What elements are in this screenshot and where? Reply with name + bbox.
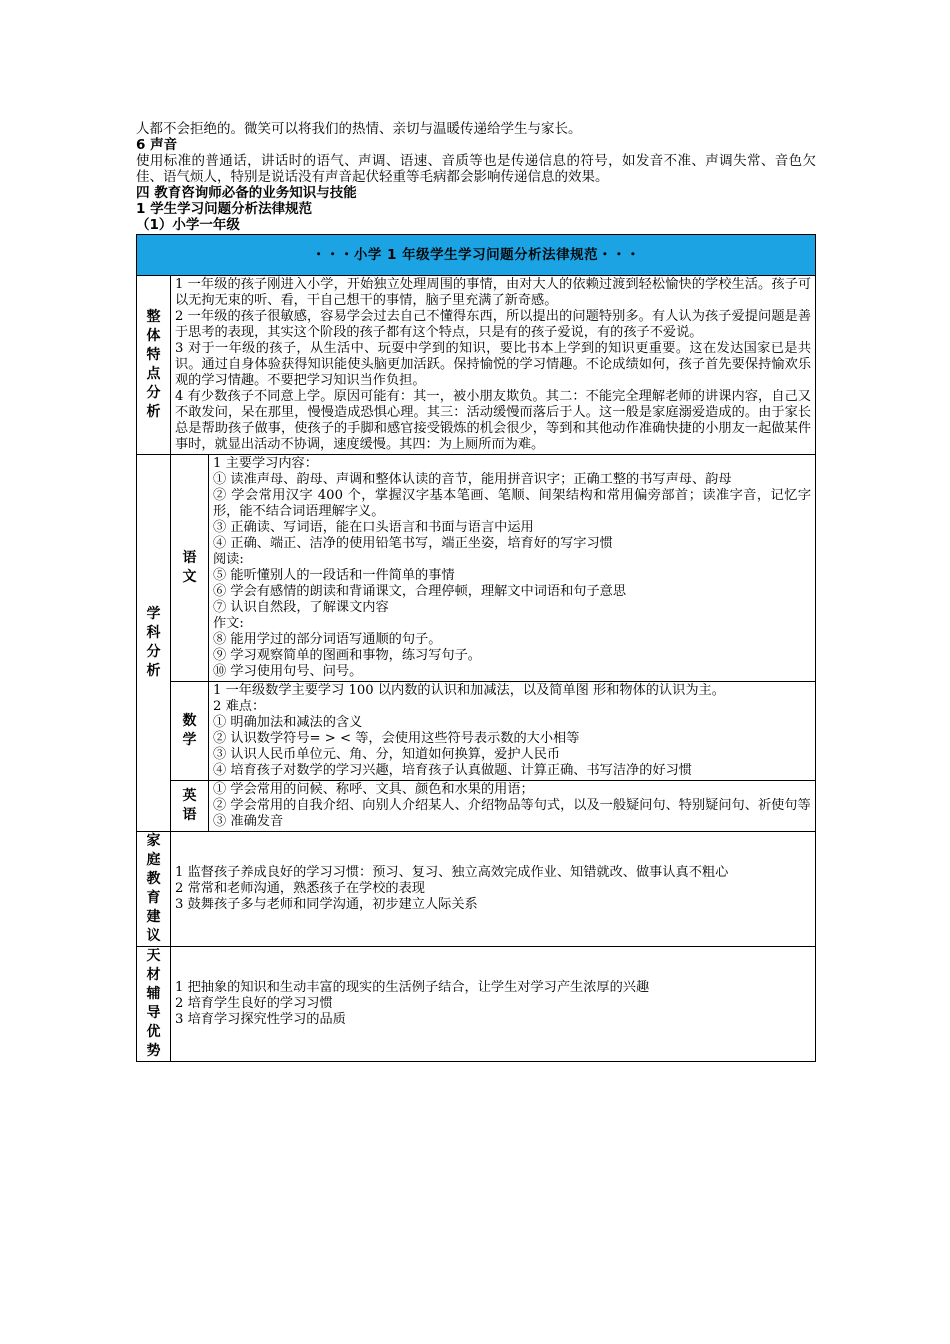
chinese-line: ④ 正确、端正、洁净的使用铅笔书写，端正坐姿，培育好的写字习惯 [213,536,613,551]
math-line: ① 明确加法和减法的含义 [213,715,363,730]
chinese-line: 作文: [213,616,244,631]
chinese-line: ⑨ 学习观察简单的图画和事物，练习写句子。 [213,648,481,663]
section-heading: 四 教育咨询师必备的业务知识与技能 [136,185,357,201]
math-line: ② 认识数学符号= > < 等，会使用这些符号表示数的大小相等 [213,731,580,746]
chinese-line: ② 学会常用汉字 400 个，掌握汉字基本笔画、笔顺、间架结构和常用偏旁部首；读准字音，记忆字形，能不结合词语理解字义。 [213,488,812,519]
document-page [136,121,816,1062]
family-line: 1 监督孩子养成良好的学习习惯：预习、复习、独立高效完成作业、知错就改、做事认真不粗心 [175,865,729,880]
english-line: ② 学会常用的自我介绍、向别人介绍某人、介绍物品等句式，以及一般疑问句、特别疑问句、祈使句等 [213,798,811,813]
math-content [209,682,816,781]
english-content [209,781,816,832]
chinese-label: 语文 [171,455,209,682]
chinese-line: ⑩ 学习使用句号、问号。 [213,664,363,679]
chinese-line: 1 主要学习内容： [213,456,318,471]
english-line: ③ 准确发音 [213,814,284,829]
chinese-line: ① 读准声母、韵母、声调和整体认读的音节，能用拼音识字；正确工整的书写声母、韵母 [213,472,732,487]
family-label: 家庭教育建议 [137,832,171,947]
math-line: 2 难点： [213,699,266,714]
family-line: 3 鼓舞孩子多与老师和同学沟通，初步建立人际关系 [175,897,478,912]
advantage-content [171,947,816,1062]
math-label: 数学 [171,682,209,781]
subsection-heading: 1 学生学习问题分析法律规范 [136,201,313,217]
chinese-line: ⑥ 学会有感情的朗读和背诵课文，合理停顿，理解文中词语和句子意思 [213,584,627,599]
overall-content [171,276,816,455]
family-line: 2 常常和老师沟通，熟悉孩子在学校的表现 [175,881,425,896]
intro-line: 人都不会拒绝的。微笑可以将我们的热情、亲切与温暖传递给学生与家长。 [136,121,582,137]
math-line: 1 一年级数学主要学习 100 以内数的认识和加减法，以及简单图 形和物体的认识为主。 [213,683,725,698]
overall-item: 1 一年级的孩子刚进入小学，开始独立处理周围的事情，由对大人的依赖过渡到轻松愉快的学校生活。孩子可以无拘无束的听、看，干自己想干的事情，脑子里充满了新奇感。 [175,277,812,308]
chinese-line: 阅读: [213,552,244,567]
family-content [171,832,816,947]
chinese-content [209,455,816,682]
english-label: 英语 [171,781,209,832]
advantage-label: 天材辅导优势 [137,947,171,1062]
chinese-line: ③ 正确读、写词语，能在口头语言和书面与语言中运用 [213,520,534,535]
math-line: ③ 认识人民币单位元、角、分，知道如何换算，爱护人民币 [213,747,561,762]
heading-voice: 6 声音 [136,137,178,153]
chinese-line: ⑧ 能用学过的部分词语写通顺的句子。 [213,632,442,647]
advantage-line: 2 培育学生良好的学习习惯 [175,996,333,1011]
overall-label: 整体特点分析 [137,276,171,455]
advantage-line: 3 培育学习探究性学习的品质 [175,1012,346,1027]
math-line: ④ 培育孩子对数学的学习兴趣，培育孩子认真做题、计算正确、书写洁净的好习惯 [213,763,692,778]
chinese-line: ⑦ 认识自然段，了解课文内容 [213,600,389,615]
table-title: ・・・小学 1 年级学生学习问题分析法律规范・・・ [137,235,816,276]
voice-paragraph: 使用标准的普通话，讲话时的语气、声调、语速、音质等也是传递信息的符号，如发音不准、声调失常、音色欠佳、语气烦人，特别是说话没有声音起伏轻重等毛病都会影响传递信息的效果。 [136,153,816,185]
analysis-table [136,234,816,1062]
overall-item: 2 一年级的孩子很敏感，容易学会过去自己不懂得东西，所以提出的问题特别多。有人认为孩子爱提问题是善于思考的表现，其实这个阶段的孩子都有这个特点，只是有的孩子爱说，有的孩子不爱说。 [175,309,812,340]
advantage-line: 1 把抽象的知识和生动丰富的现实的生活例子结合，让学生对学习产生浓厚的兴趣 [175,980,650,995]
overall-item: 3 对于一年级的孩子，从生活中、玩耍中学到的知识，要比书本上学到的知识更重要。这在发达国家已是共识。通过自身体验获得知识能使头脑更加活跃。保持愉悦的学习情趣。不论成绩如何，孩子首先要保持愉欢乐观的学习情趣。不要把学习知识当作负担。 [175,341,812,388]
overall-item: 4 有少数孩子不同意上学。原因可能有：其一，被小朋友欺负。其二：不能完全理解老师的讲课内容，自己又不敢发问，呆在那里，慢慢造成恐惧心理。其三：活动缓慢而落后于人。这一般是家庭溺爱造成的。由于家长总是帮助孩子做事，使孩子的手脚和感官接受锻炼的机会很少，等到和其他动作准确快捷的小朋友一起做某件事时，就显出活动不协调，速度缓慢。其四：为上厕所而为难。 [175,389,812,452]
english-line: ① 学会常用的问候、称呼、文具、颜色和水果的用语； [213,782,534,797]
subject-label: 学科分析 [137,455,171,832]
chinese-line: ⑤ 能听懂别人的一段话和一件简单的事情 [213,568,455,583]
grade-heading: （1）小学一年级 [136,217,240,233]
